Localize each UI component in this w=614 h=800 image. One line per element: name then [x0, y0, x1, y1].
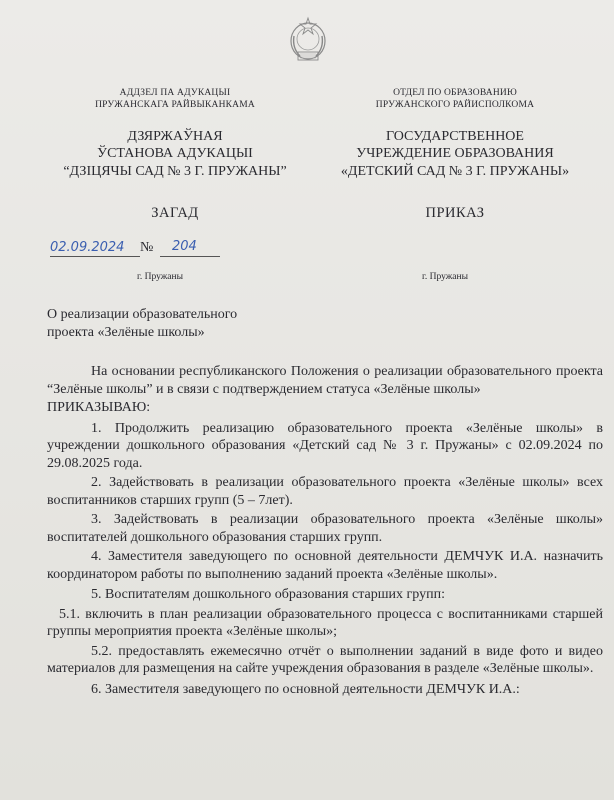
item-5: 5. Воспитателям дошкольного образования старших групп: — [91, 587, 445, 602]
right-city: г. Пружаны — [422, 272, 468, 282]
item-5-1: 5.1. включить в план реализации образовательного процесса с воспитанниками старшей группы мероприятия проекта «Зелёные школы»; — [47, 606, 603, 639]
left-inst-line3: “ДЗІЦЯЧЫ САД № 3 Г. ПРУЖАНЫ” — [63, 164, 287, 179]
item-3: 3. Задействовать в реализации образовательного проекта «Зелёные школы» воспитателей дошкольного образования старших групп. — [47, 512, 603, 545]
left-dept-line2: ПРУЖАНСКАГА РАЙВЫКАНКАМА — [95, 100, 255, 110]
right-inst-line1: ГОСУДАРСТВЕННОЕ — [386, 129, 524, 144]
order-date: 02.09.2024 — [50, 240, 125, 255]
number-underline — [160, 256, 220, 257]
order-number: 204 — [172, 239, 197, 254]
order-word: ПРИКАЗЫВАЮ: — [47, 400, 151, 415]
item-6: 6. Заместителя заведующего по основной деятельности ДЕМЧУК И.А.: — [91, 681, 520, 697]
state-emblem-icon — [286, 14, 330, 64]
item-5-2: 5.2. предоставлять ежемесячно отчёт о выполнении заданий в виде фото и видео материалов для размещения на сайте учреждения образования в разделе «Зелёные школы». — [47, 643, 603, 676]
right-dept-line2: ПРУЖАНСКОГО РАЙИСПОЛКОМА — [375, 100, 535, 110]
preamble: На основании республиканского Положения о реализации образовательного проекта “Зелёные школы” и в связи с подтверждением статуса «Зелёные школы» — [47, 364, 603, 397]
subject-line2: проекта «Зелёные школы» — [47, 324, 205, 340]
right-doc-type: ПРИКАЗ — [425, 205, 485, 221]
item-4: 4. Заместителя заведующего по основной деятельности ДЕМЧУК И.А. назначить координатором работы по выполнению заданий проекта «Зелёные школы». — [47, 549, 603, 582]
left-dept-line1: АДДЗЕЛ ПА АДУКАЦЫІ — [119, 88, 231, 98]
number-sign: № — [140, 240, 154, 255]
subject — [47, 306, 603, 341]
right-dept-line1: ОТДЕЛ ПО ОБРАЗОВАНИЮ — [393, 88, 517, 98]
left-doc-type: ЗАГАД — [151, 205, 199, 221]
subject-line1: О реализации образовательного — [47, 307, 238, 322]
right-inst-line3: «ДЕТСКИЙ САД № 3 Г. ПРУЖАНЫ» — [340, 164, 570, 179]
left-city: г. Пружаны — [137, 272, 183, 282]
order-body — [47, 363, 603, 698]
left-inst-line1: ДЗЯРЖАЎНАЯ — [127, 129, 223, 144]
right-inst-line2: УЧРЕЖДЕНИЕ ОБРАЗОВАНИЯ — [356, 146, 554, 161]
left-inst-line2: ЎСТАНОВА АДУКАЦЫІ — [97, 146, 253, 161]
item-1: 1. Продолжить реализацию образовательного проекта «Зелёные школы» в учреждении дошкольного образования «Детский сад № 3 г. Пружаны» с 02.09.2024 по 29.08.2025 года. — [47, 420, 603, 471]
item-2: 2. Задействовать в реализации образовательного проекта «Зелёные школы» всех воспитанников старших групп (5 – 7лет). — [47, 475, 603, 508]
date-underline — [50, 256, 140, 257]
